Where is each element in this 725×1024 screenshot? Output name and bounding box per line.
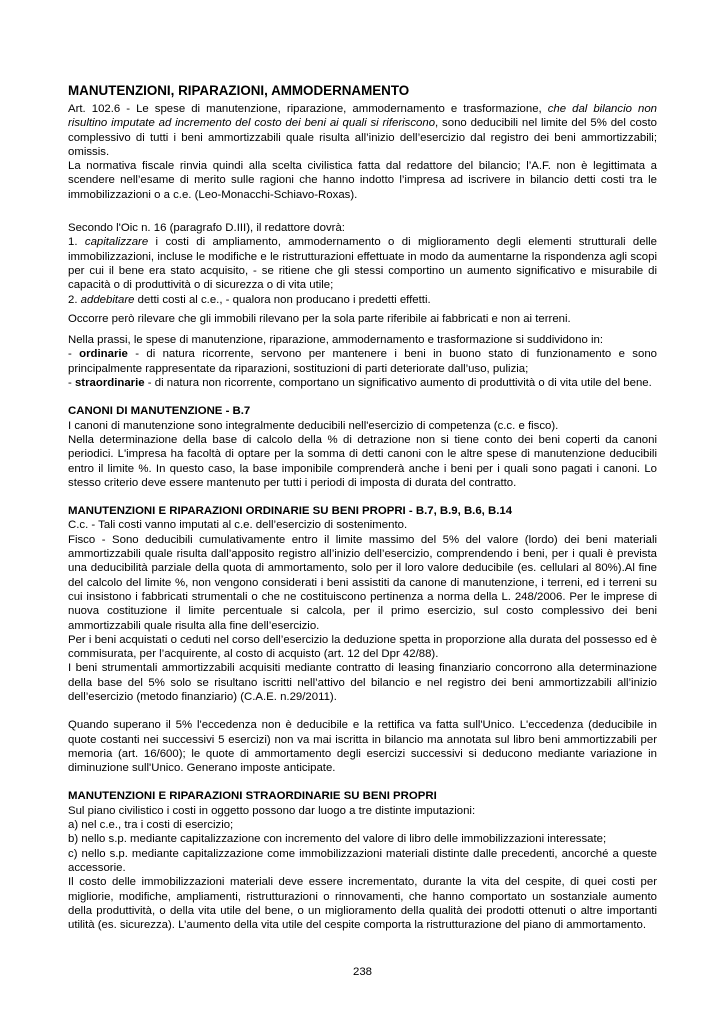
oic-item-1-text: i costi di ampliamento, ammodernamento o di miglioramento degli elementi strutturali delle immobilizzazioni, incluse le modifiche e le ristrutturazioni effettuate in modo da aumentarne la rispondenza agli scopi per cui il bene era stato acquisito, - se ritiene che gli stessi comportino un aumento significativo e misurabile di capacità o di produttività o di sicurezza o di vita utile; [68, 236, 657, 292]
normativa-paragraph: La normativa fiscale rinvia quindi alla scelta civilistica fatta dal redattore del bilancio; l’A.F. non è legittimata a scendere nell’esame di merito sulle ragioni che hanno indotto l’impresa ad iscrivere in bilancio detti costi tra le immobilizzazioni o a c.e. (Leo-Monacchi-Schiavo-Roxas). [68, 160, 657, 201]
oic-item-2 [68, 293, 657, 307]
prassi-straordinarie-keyword: straordinarie [74, 377, 145, 390]
straordinarie-heading: MANUTENZIONI E RIPARAZIONI STRAORDINARIE SU BENI PROPRI [68, 790, 437, 803]
page-title: MANUTENZIONI, RIPARAZIONI, AMMODERNAMENTO [68, 83, 410, 98]
ordinarie-paragraph-3: Per i beni acquistati o ceduti nel corso dell’esercizio la deduzione spetta in proporzione alla durata del possesso ed è commisurata, per l’acquirente, al costo di acquisto (art. 12 del Dpr 42/88). [68, 633, 657, 661]
ordinarie-heading: MANUTENZIONI E RIPARAZIONI ORDINARIE SU BENI PROPRI - B.7, B.9, B.6, B.14 [68, 505, 513, 518]
canoni-heading: CANONI DI MANUTENZIONE - B.7 [68, 405, 251, 418]
oic-item-1-number: 1. [68, 236, 85, 249]
straordinarie-paragraph-2: Il costo delle immobilizzazioni materiali deve essere incrementato, durante la vita del cespite, di quei costi per migliorie, modifiche, ampliamenti, ristrutturazioni o rinnovamenti, che hanno comportato un sostanziale aumento della produttività, o della vita utile del bene, o un miglioramento della qualità dei prodotti ottenuti o altre importanti utilità (es. sicurezza). L’aumento della vita utile del cespite comporta la ristrutturazione del piano di ammortamento. [68, 876, 657, 932]
straordinarie-item-b: b) nello s.p. mediante capitalizzazione con incremento del valore di libro delle immobilizzazioni interessate; [68, 833, 607, 846]
oic-item-1 [68, 235, 657, 292]
ordinarie-paragraph-4: I beni strumentali ammortizzabili acquisiti mediante contratto di leasing finanziario concorrono alla determinazione della base del 5% solo se risultano iscritti nell’attivo del bilancio e nel registro dei beni ammortizzabili all’inizio dell’esercizio (metodo finanziario) (C.A.E. n.29/2011). [68, 662, 657, 703]
straordinarie-paragraph-1: Sul piano civilistico i costi in oggetto possono dar luogo a tre distinte imputazioni: [68, 804, 476, 817]
oic-lead: Secondo l'Oic n. 16 (paragrafo D.III), il redattore dovrà: [68, 222, 345, 235]
oic-note: Occorre però rilevare che gli immobili rilevano per la sola parte riferibile ai fabbricati e non ai terreni. [68, 312, 571, 325]
art-text-italic: che dal bilancio non risultino imputate ad incremento del costo dei beni ai quali si riferiscono [68, 103, 657, 130]
prassi-ordinarie-dash: - [68, 348, 80, 361]
art-text-post: , sono deducibili nel limite del 5% del costo complessivo di tutti i beni ammortizzabili quale risulta all’inizio dell’esercizio dal registro dei beni ammortizzabili; omissis. [68, 117, 657, 158]
prassi-straordinarie-dash: - [68, 377, 75, 390]
document-page [68, 82, 657, 932]
ordinarie-paragraph-2: Fisco - Sono deducibili cumulativamente entro il limite massimo del 5% del valore (lordo) dei beni materiali ammortizzabili quale risulta dall’apposito registro all’inizio dell’esercizio, comprendendo i beni, per i quali è prevista una deducibilità parziale della quota di ammortamento, solo per il loro valore deducibile (es. cellulari al 80%).Al fine del calcolo del limite %, non vengono considerati i beni assistiti da canone di manutenzione, i terreni, ed i terreni su cui insistono i fabbricati strumentali o che ne costituiscono pertinenza a norma della L. 248/2006. Per le imprese di nuova costituzione il limite percentuale si calcola, per il primo esercizio, sul costo complessivo dei beni ammortizzabili quale risulta alla fine dell’esercizio. [68, 533, 657, 632]
art-text-pre: Art. 102.6 - Le spese di manutenzione, riparazione, ammodernamento e trasformazione, [68, 103, 548, 115]
straordinarie-item-c: c) nello s.p. mediante capitalizzazione come immobilizzazioni materiali distinte dalle precedenti, ancorché a queste accessorie. [68, 847, 657, 874]
page-number: 238 [352, 966, 372, 978]
prassi-straordinarie-text: - di natura non ricorrente, comportano un significativo aumento di produttività o di vita utile del bene. [144, 377, 652, 390]
oic-item-1-keyword: capitalizzare [84, 236, 149, 249]
prassi-ordinarie-text: - di natura ricorrente, servono per mantenere i beni in buono stato di funzionamento e sono principalmente rappresentate da riparazioni, sostituzioni di parti deteriorate dall’uso, pulizia; [68, 348, 657, 375]
canoni-paragraph-2: Nella determinazione della base di calcolo della % di detrazione non si tiene conto dei beni coperti da canoni periodici. L'impresa ha facoltà di optare per la somma di detti canoni con le altre spese di manutenzione deducibili entro il limite %. In questo caso, la base imponibile comprenderà anche i beni per i quali sono pagati i canoni. Lo stesso criterio deve essere mantenuto per tutti i periodi di imposta di durata del contratto. [68, 433, 657, 489]
canoni-paragraph-1: I canoni di manutenzione sono integralmente deducibili nell'esercizio di competenza (c.c. e fisco). [68, 419, 559, 432]
art-102-paragraph [68, 102, 657, 159]
oic-item-2-number: 2. [68, 293, 81, 306]
oic-item-2-keyword: addebitare [80, 293, 135, 306]
prassi-straordinarie [68, 376, 657, 390]
straordinarie-item-a: a) nel c.e., tra i costi di esercizio; [68, 819, 234, 832]
prassi-ordinarie [68, 347, 657, 376]
ordinarie-paragraph-5: Quando superano il 5% l'eccedenza non è deducibile e la rettifica va fatta sull'Unico. L'eccedenza (deducibile in quote costanti nei successivi 5 esercizi) non va mai iscritta in bilancio ma annotata sul libro beni ammortizzabili per memoria (art. 16/600); le quote di ammortamento degli esercizi successivi si deducono mediante variazione in diminuzione sull'Unico. Generano imposte anticipate. [68, 719, 657, 775]
prassi-ordinarie-keyword: ordinarie [79, 348, 128, 361]
ordinarie-paragraph-1: C.c. - Tali costi vanno imputati al c.e. dell’esercizio di sostenimento. [68, 519, 408, 532]
prassi-lead: Nella prassi, le spese di manutenzione, riparazione, ammodernamento e trasformazione si suddividono in: [68, 334, 604, 347]
oic-item-2-text: detti costi al c.e., - qualora non producano i predetti effetti. [134, 293, 431, 306]
